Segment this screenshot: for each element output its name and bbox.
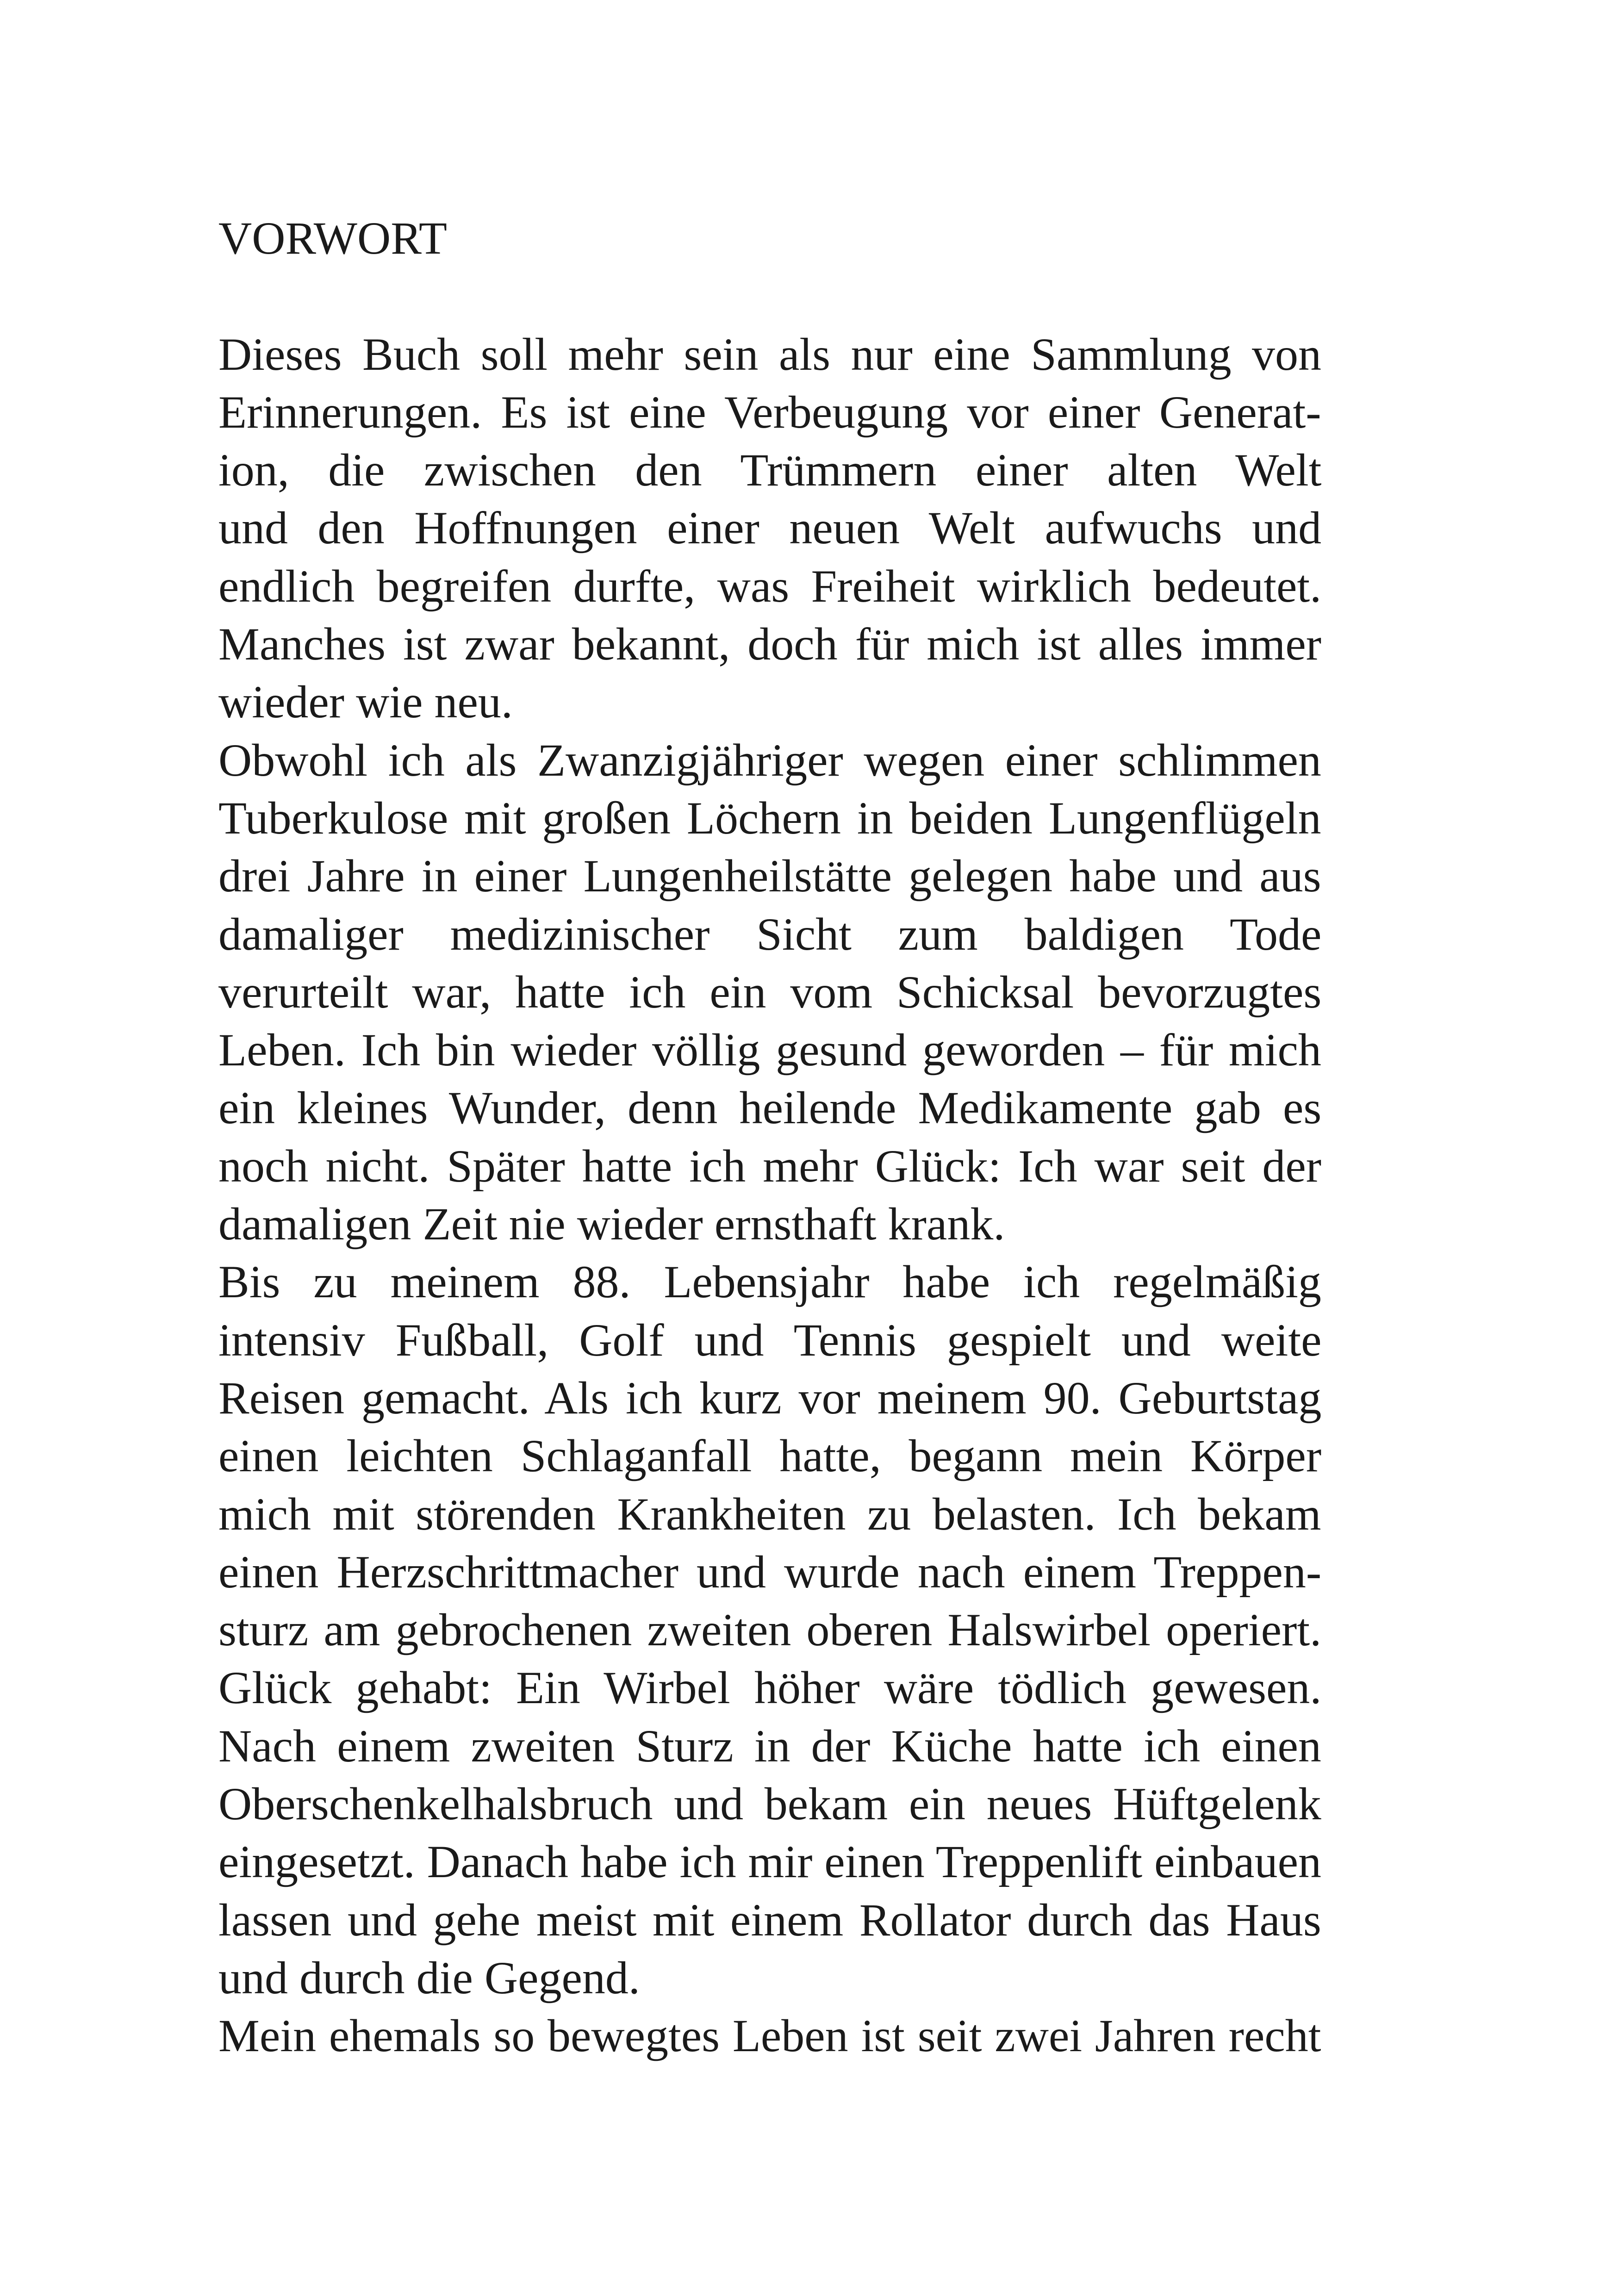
text-line: Tuberkulose mit großen Löchern in beiden Lungenflügeln (218, 792, 1321, 844)
text-line: einen leichten Schlaganfall hatte, begann mein Körper (218, 1430, 1322, 1482)
text-line: noch nicht. Später hatte ich mehr Glück: Ich war seit der (218, 1140, 1322, 1192)
text-line: mich mit störenden Krankheiten zu belasten. Ich bekam (218, 1488, 1321, 1540)
text-line: drei Jahre in einer Lungenheilstätte gelegen habe und aus (218, 850, 1321, 902)
text-line: Leben. Ich bin wieder völlig gesund geworden – für mich (218, 1024, 1321, 1076)
text-line: damaliger medizinischer Sicht zum baldigen Tode (218, 908, 1322, 960)
text-line: ion, die zwischen den Trümmern einer alten Welt (218, 444, 1322, 496)
text-line: wieder wie neu. (218, 676, 513, 728)
text-line: und durch die Gegend. (218, 1952, 640, 2004)
body-text (218, 325, 1321, 2065)
text-line: lassen und gehe meist mit einem Rollator durch das Haus (218, 1894, 1321, 1946)
text-line: eingesetzt. Danach habe ich mir einen Treppenlift einbauen (218, 1836, 1321, 1888)
text-line: einen Herzschrittmacher und wurde nach einem Treppen- (218, 1546, 1322, 1598)
text-line: Oberschenkelhalsbruch und bekam ein neues Hüftgelenk (218, 1778, 1321, 1830)
text-line: Mein ehemals so bewegtes Leben ist seit zwei Jahren recht (218, 2010, 1321, 2062)
heading-spacer (218, 267, 1321, 325)
text-line: damaligen Zeit nie wieder ernsthaft krank. (218, 1198, 1005, 1250)
text-line: Obwohl ich als Zwanzigjähriger wegen einer schlimmen (218, 734, 1321, 786)
text-line: Bis zu meinem 88. Lebensjahr habe ich regelmäßig (218, 1256, 1321, 1308)
text-line: Manches ist zwar bekannt, doch für mich ist alles immer (218, 618, 1322, 670)
text-line: Erinnerungen. Es ist eine Verbeugung vor einer Generat- (218, 386, 1321, 438)
text-line: ein kleines Wunder, denn heilende Medikamente gab es (218, 1082, 1322, 1134)
text-line: Nach einem zweiten Sturz in der Küche hatte ich einen (218, 1720, 1321, 1772)
text-line: Reisen gemacht. Als ich kurz vor meinem 90. Geburtstag (218, 1372, 1322, 1424)
chapter-heading: VORWORT (218, 212, 447, 264)
text-line: intensiv Fußball, Golf und Tennis gespielt und weite (218, 1314, 1322, 1366)
text-line: Glück gehabt: Ein Wirbel höher wäre tödlich gewesen. (218, 1662, 1322, 1714)
text-line: sturz am gebrochenen zweiten oberen Halswirbel operiert. (218, 1604, 1322, 1656)
text-line: Dieses Buch soll mehr sein als nur eine Sammlung von (218, 328, 1322, 380)
text-line: verurteilt war, hatte ich ein vom Schicksal bevorzugtes (218, 966, 1322, 1018)
page-text-block (218, 209, 1321, 2065)
text-line: und den Hoffnungen einer neuen Welt aufwuchs und (218, 502, 1322, 554)
text-line: endlich begreifen durfte, was Freiheit wirklich bedeutet. (218, 560, 1322, 612)
